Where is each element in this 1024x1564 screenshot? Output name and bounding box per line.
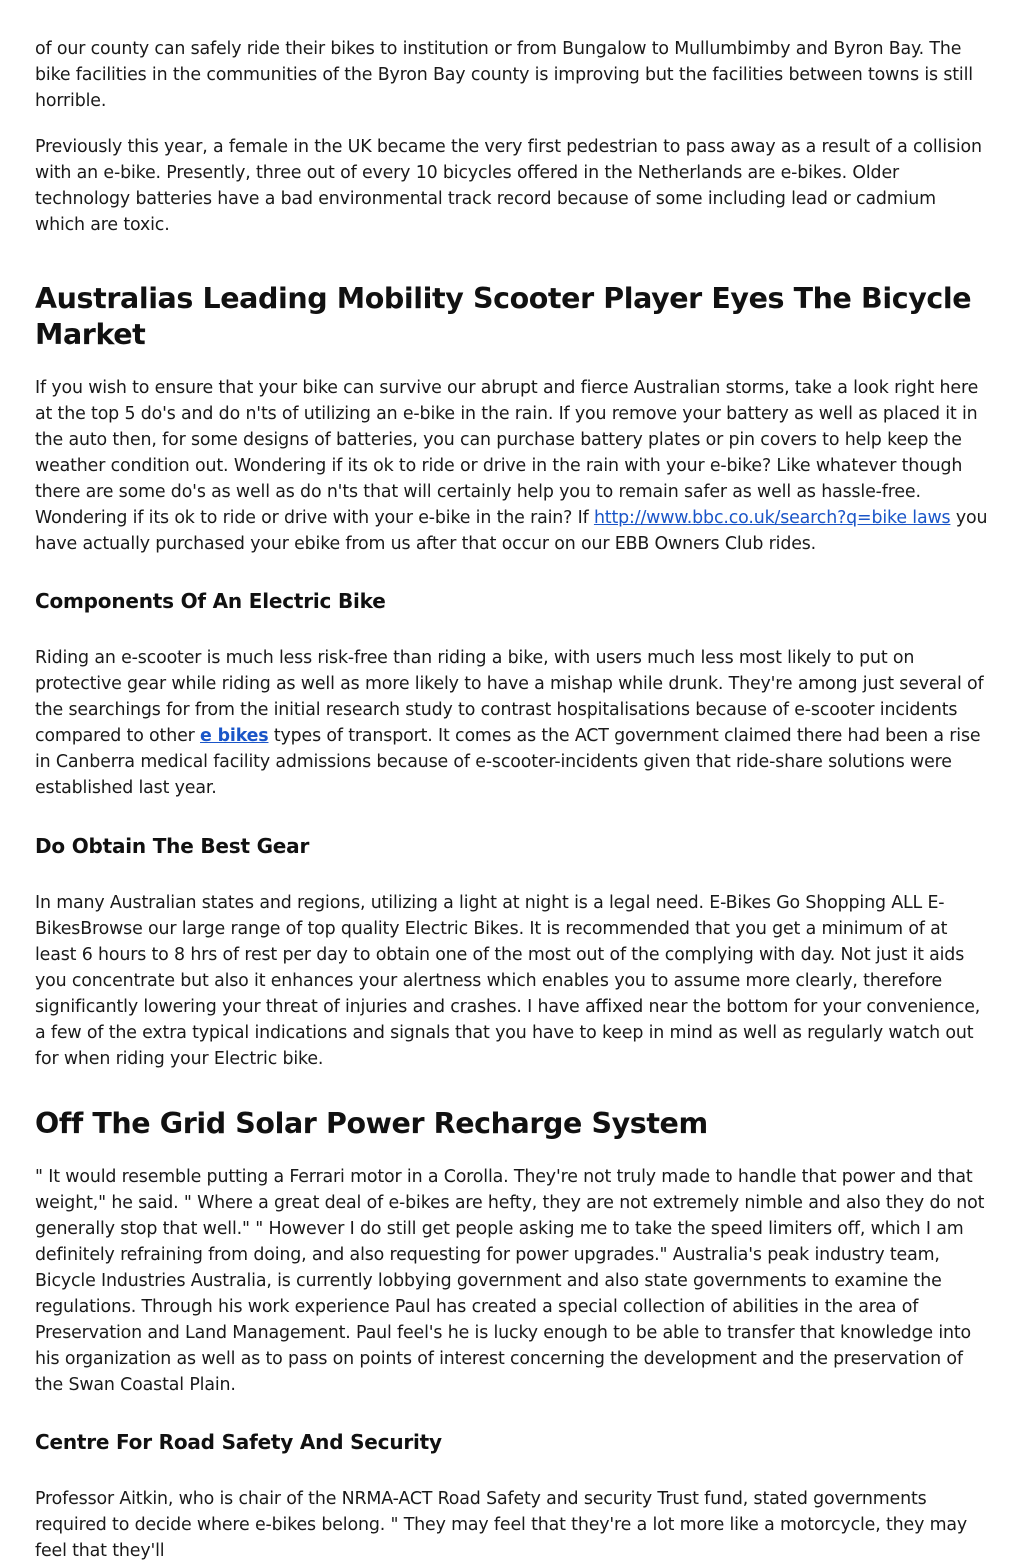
paragraph-storms-text-b: you have actually purchased your ebike from us after that occur on our EBB Owners Club rides.: [35, 508, 988, 554]
heading-mobility-scooter: Australias Leading Mobility Scooter Player Eyes The Bicycle Market: [35, 282, 972, 351]
paragraph-ferrari: " It would resemble putting a Ferrari motor in a Corolla. They're not truly made to handle that power and that weight," he said. " Where a great deal of e-bikes are hefty, they are not extremely nimble and also they do not generally stop that well." " However I do still get people asking me to take the speed limiters off, which I am definitely refraining from doing, and also requesting for power upgrades." Australia's peak industry team, Bicycle Industries Australia, is currently lobbying government and also state governments to examine the regulations. Through his work experience Paul has created a special collection of abilities in the area of Preservation and Land Management. Paul feel's he is lucky enough to be able to transfer that knowledge into his organization as well as to pass on points of interest concerning the development and the preservation of the Swan Coastal Plain.: [35, 1167, 985, 1395]
paragraph-light-at-night: In many Australian states and regions, utilizing a light at night is a legal need. E-Bikes Go Shopping ALL E-BikesBrowse our large range of top quality Electric Bikes. It is recommended that you get a minimum of at least 6 hours to 8 hrs of rest per day to obtain one of the most out of the complying with day. Not just it aids you concentrate but also it enhances your alertness which enables you to assume more clearly, therefore significantly lowering your threat of injuries and crashes. I have affixed near the bottom for your convenience, a few of the extra typical indications and signals that you have to keep in mind as well as regularly watch out for when riding your Electric bike.: [35, 893, 981, 1069]
paragraph-storms: [35, 375, 990, 557]
heading-solar-power: Off The Grid Solar Power Recharge System: [35, 1107, 708, 1140]
heading-road-safety: Centre For Road Safety And Security: [35, 1430, 442, 1454]
e-bikes-link[interactable]: e bikes: [200, 726, 269, 746]
paragraph-professor-aitkin: Professor Aitkin, who is chair of the NRMA-ACT Road Safety and security Trust fund, stated governments required to decide where e-bikes belong. " They may feel that they're a lot more like a motorcycle, they may feel that they'll: [35, 1489, 968, 1561]
paragraph-storms-text-a: If you wish to ensure that your bike can survive our abrupt and fierce Australian storms, take a look right here at the top 5 do's and do n'ts of utilizing an e-bike in the rain. If you remove your battery as well as placed it in the auto then, for some designs of batteries, you can purchase battery plates or pin covers to help keep the weather condition out. Wondering if its ok to ride or drive in the rain with your e-bike? Like whatever though there are some do's as well as do n'ts that will certainly help you to remain safer as well as hassle-free. Wondering if its ok to ride or drive with your e-bike in the rain? If: [35, 378, 979, 528]
paragraph-e-scooter: [35, 645, 990, 801]
heading-best-gear: Do Obtain The Best Gear: [35, 834, 310, 858]
paragraph-e-scooter-text-b: types of transport. It comes as the ACT government claimed there had been a rise in Canberra medical facility admissions because of e-scooter-incidents given that ride-share solutions were established last year.: [35, 726, 981, 798]
heading-components: Components Of An Electric Bike: [35, 589, 386, 613]
paragraph-e-scooter-text-a: Riding an e-scooter is much less risk-free than riding a bike, with users much less most likely to put on protective gear while riding as well as more likely to have a mishap while drunk. They're among just several of the searchings for from the initial research study to contrast hospitalisations because of e-scooter incidents compared to other: [35, 648, 984, 746]
paragraph-uk-pedestrian: Previously this year, a female in the UK became the very first pedestrian to pass away as a result of a collision with an e-bike. Presently, three out of every 10 bicycles offered in the Netherlands are e-bikes. Older technology batteries have a bad environmental track record because of some including lead or cadmium which are toxic.: [35, 137, 982, 235]
bbc-search-link[interactable]: http://www.bbc.co.uk/search?q=bike laws: [593, 508, 951, 528]
paragraph-intro-continued: of our county can safely ride their bikes to institution or from Bungalow to Mullumbimby and Byron Bay. The bike facilities in the communities of the Byron Bay county is improving but the facilities between towns is still horrible.: [35, 39, 973, 111]
